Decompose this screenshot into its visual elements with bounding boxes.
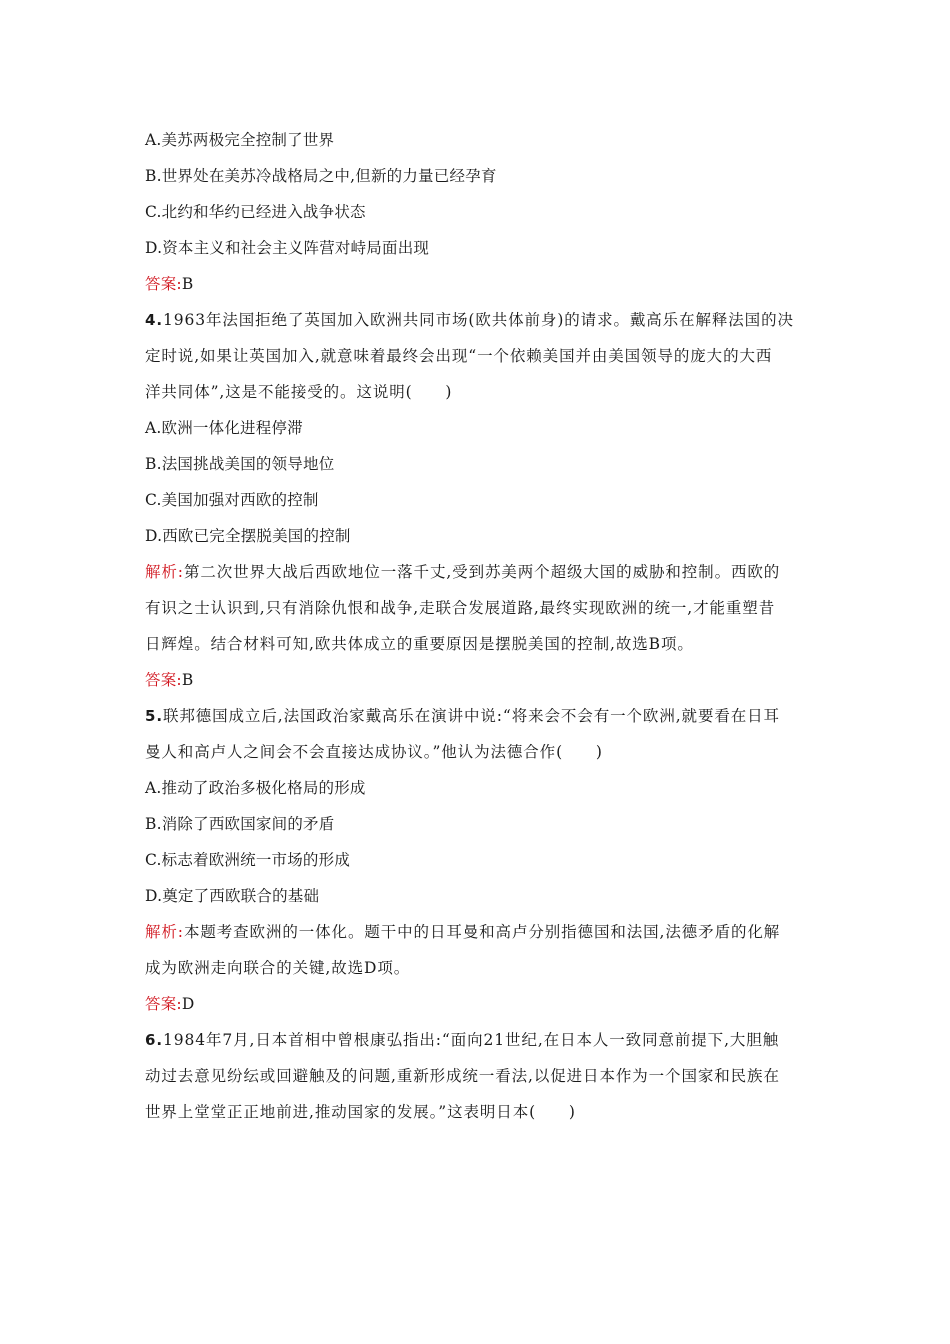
q3-option-d: D.资本主义和社会主义阵营对峙局面出现 <box>145 239 430 257</box>
q4-option-a: A.欧洲一体化进程停滞 <box>145 419 303 437</box>
q4-option-b: B.法国挑战美国的领导地位 <box>145 455 335 473</box>
q4-stem-line: 洋共同体”,这是不能接受的。这说明( ) <box>145 383 453 401</box>
answer-label: 答案: <box>145 275 182 293</box>
q4-option-d: D.西欧已完全摆脱美国的控制 <box>145 527 351 545</box>
q3-answer <box>145 266 815 302</box>
q6-stem-line: 动过去意见纷纭或回避触及的问题,重新形成统一看法,以促进日本作为一个国家和民族在 <box>145 1067 780 1085</box>
q5-stem-line: 曼人和高卢人之间会不会直接达成协议。”他认为法德合作( ) <box>145 743 603 761</box>
answer-label: 答案: <box>145 671 182 689</box>
question-number: 6. <box>145 1031 163 1049</box>
q4-explanation-line: 解析:第二次世界大战后西欧地位一落千丈,受到苏美两个超级大国的威胁和控制。西欧的 <box>145 563 781 581</box>
answer-value: B <box>181 671 194 689</box>
q4-stem-line: 4.1963年法国拒绝了英国加入欧洲共同市场(欧共体前身)的请求。戴高乐在解释法国的决 <box>145 311 794 329</box>
q6-stem-line: 世界上堂堂正正地前进,推动国家的发展。”这表明日本( ) <box>145 1103 576 1121</box>
q6-stem-line: 6.1984年7月,日本首相中曾根康弘指出:“面向21世纪,在日本人一致同意前提下,大胆触 <box>145 1031 780 1049</box>
q4-explanation-line: 日辉煌。结合材料可知,欧共体成立的重要原因是摆脱美国的控制,故选B项。 <box>145 635 694 653</box>
question-number: 4. <box>145 311 163 329</box>
q5-option-d: D.奠定了西欧联合的基础 <box>145 887 320 905</box>
q5-answer <box>145 986 815 1022</box>
question-3 <box>145 122 815 302</box>
q5-stem-line: 5.联邦德国成立后,法国政治家戴高乐在演讲中说:“将来会不会有一个欧洲,就要看在日耳 <box>145 707 780 725</box>
q3-option-b: B.世界处在美苏冷战格局之中,但新的力量已经孕育 <box>145 167 497 185</box>
q5-explanation-line: 成为欧洲走向联合的关键,故选D项。 <box>145 959 411 977</box>
q4-option-c: C.美国加强对西欧的控制 <box>145 491 319 509</box>
q5-explanation-line: 解析:本题考查欧洲的一体化。题干中的日耳曼和高卢分别指德国和法国,法德矛盾的化解 <box>145 923 781 941</box>
answer-value: B <box>181 275 194 293</box>
q4-stem-line: 定时说,如果让英国加入,就意味着最终会出现“一个依赖美国并由美国领导的庞大的大西 <box>145 347 773 365</box>
document-content <box>145 122 815 1130</box>
q5-option-c: C.标志着欧洲统一市场的形成 <box>145 851 351 869</box>
q3-option-a: A.美苏两极完全控制了世界 <box>145 131 335 149</box>
q5-option-a: A.推动了政治多极化格局的形成 <box>145 779 366 797</box>
q4-explanation-line: 有识之士认识到,只有消除仇恨和战争,走联合发展道路,最终实现欧洲的统一,才能重塑昔 <box>145 599 776 617</box>
answer-label: 答案: <box>145 995 182 1013</box>
explanation-label: 解析: <box>145 923 184 941</box>
question-4 <box>145 302 815 698</box>
question-6 <box>145 1022 815 1130</box>
answer-value: D <box>181 995 195 1013</box>
question-5 <box>145 698 815 1022</box>
q5-option-b: B.消除了西欧国家间的矛盾 <box>145 815 335 833</box>
q4-answer <box>145 662 815 698</box>
q3-option-c: C.北约和华约已经进入战争状态 <box>145 203 366 221</box>
question-number: 5. <box>145 707 163 725</box>
explanation-label: 解析: <box>145 563 184 581</box>
